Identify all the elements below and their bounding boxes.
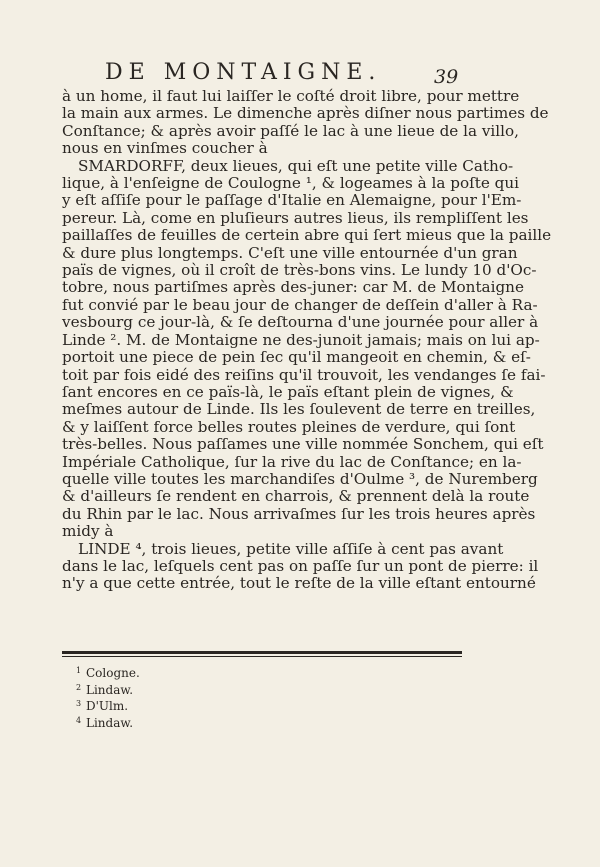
- text-line: SMARDORFF, deux lieues, qui eſt une petite ville Catho-: [78, 156, 514, 175]
- footnote-rule: [62, 651, 462, 654]
- text-line: du Rhin par le lac. Nous arrivaſmes ſur les trois heures après: [62, 504, 536, 523]
- text-line: LINDE ⁴, trois lieues, petite ville aſſiſe à cent pas avant: [78, 539, 504, 558]
- footnote: [76, 714, 140, 731]
- text-line: vesbourg ce jour-là, & ſe deſtourna d'une journée pour aller à: [62, 313, 539, 332]
- body-text: [62, 87, 552, 593]
- text-line: pereur. Là, come en pluſieurs autres lieus, ils rempliſſent les: [62, 208, 529, 227]
- text-line: fut convié par le beau jour de changer de deſſein d'aller à Ra-: [62, 295, 538, 314]
- footnote: [76, 697, 140, 714]
- text-line: portoit une piece de pein ſec qu'il mangeoit en chemin, & eſ-: [62, 348, 531, 367]
- text-line: & dure plus longtemps. C'eſt une ville entournée d'un gran: [62, 243, 518, 262]
- text-line: Linde ². M. de Montaigne ne des-junoit jamais; mais on lui ap-: [62, 330, 540, 349]
- footnote-text: Cologne.: [86, 666, 140, 680]
- footnote-text: D'Ulm.: [86, 699, 129, 714]
- text-line: Impériale Catholique, ſur la rive du lac de Conſtance; en la-: [62, 452, 522, 471]
- text-line: nous en vinſmes coucher à: [62, 139, 268, 158]
- text-line: à un home, il faut lui laiſſer le coſté droit libre, pour mettre: [62, 87, 520, 105]
- text-line: toit par fois eidé des reiſins qu'il trouvoit, les vendanges ſe fai-: [62, 365, 546, 384]
- footnote: [76, 681, 140, 698]
- page-number: 39: [434, 66, 459, 88]
- text-line: y eſt aſſiſe pour le paſſage d'Italie en Alemaigne, pour l'Em-: [62, 191, 522, 210]
- text-line: & y laiſſent force belles routes pleines de verdure, qui ſont: [62, 417, 516, 436]
- footnote-mark: 2: [76, 682, 82, 692]
- text-line: midy à: [62, 522, 114, 541]
- text-line: ſant encores en ce païs-là, le païs eſtant plein de vignes, &: [62, 382, 514, 401]
- text-line: meſmes autour de Linde. Ils les ſoulevent de terre en treilles,: [62, 400, 536, 419]
- footnote-text: Lindaw.: [86, 682, 134, 697]
- page-header: [0, 60, 600, 90]
- text-line: très-belles. Nous paſſames une ville nommée Sonchem, qui eſt: [62, 435, 544, 454]
- text-line: païs de vignes, où il croît de très-bons vins. Le lundy 10 d'Oc-: [62, 261, 537, 280]
- text-line: paillaſſes de feuilles de certein abre qui ſert mieus que la paille: [62, 226, 552, 245]
- text-line: Conſtance; & après avoir paſſé le lac à une lieue de la villo,: [62, 121, 519, 140]
- text-line: quelle ville toutes les marchandiſes d'Oulme ³, de Nuremberg: [62, 469, 538, 488]
- footnote-mark: 1: [76, 666, 82, 675]
- footnote-rule-thin: [62, 656, 462, 657]
- footnote-mark: 4: [76, 715, 82, 725]
- text-line: lique, à l'enſeigne de Coulogne ¹, & logeames à la poſte qui: [62, 174, 519, 193]
- footnote: [76, 664, 140, 681]
- footnote-mark: 3: [76, 699, 82, 709]
- footnotes: [76, 664, 140, 730]
- text-line: la main aux armes. Le dimenche après diſner nous partimes de: [62, 104, 549, 123]
- text-line: n'y a que cette entrée, tout le reſte de la ville eſtant entourné: [62, 574, 536, 593]
- running-title: DE MONTAIGNE.: [105, 60, 382, 85]
- footnote-text: Lindaw.: [86, 715, 134, 730]
- text-line: & d'ailleurs ſe rendent en charrois, & prennent delà la route: [62, 487, 530, 506]
- text-line: dans le lac, leſquels cent pas on paſſe ſur un pont de pierre: il: [62, 556, 539, 575]
- text-line: tobre, nous partiſmes après des-juner: car M. de Montaigne: [62, 278, 524, 297]
